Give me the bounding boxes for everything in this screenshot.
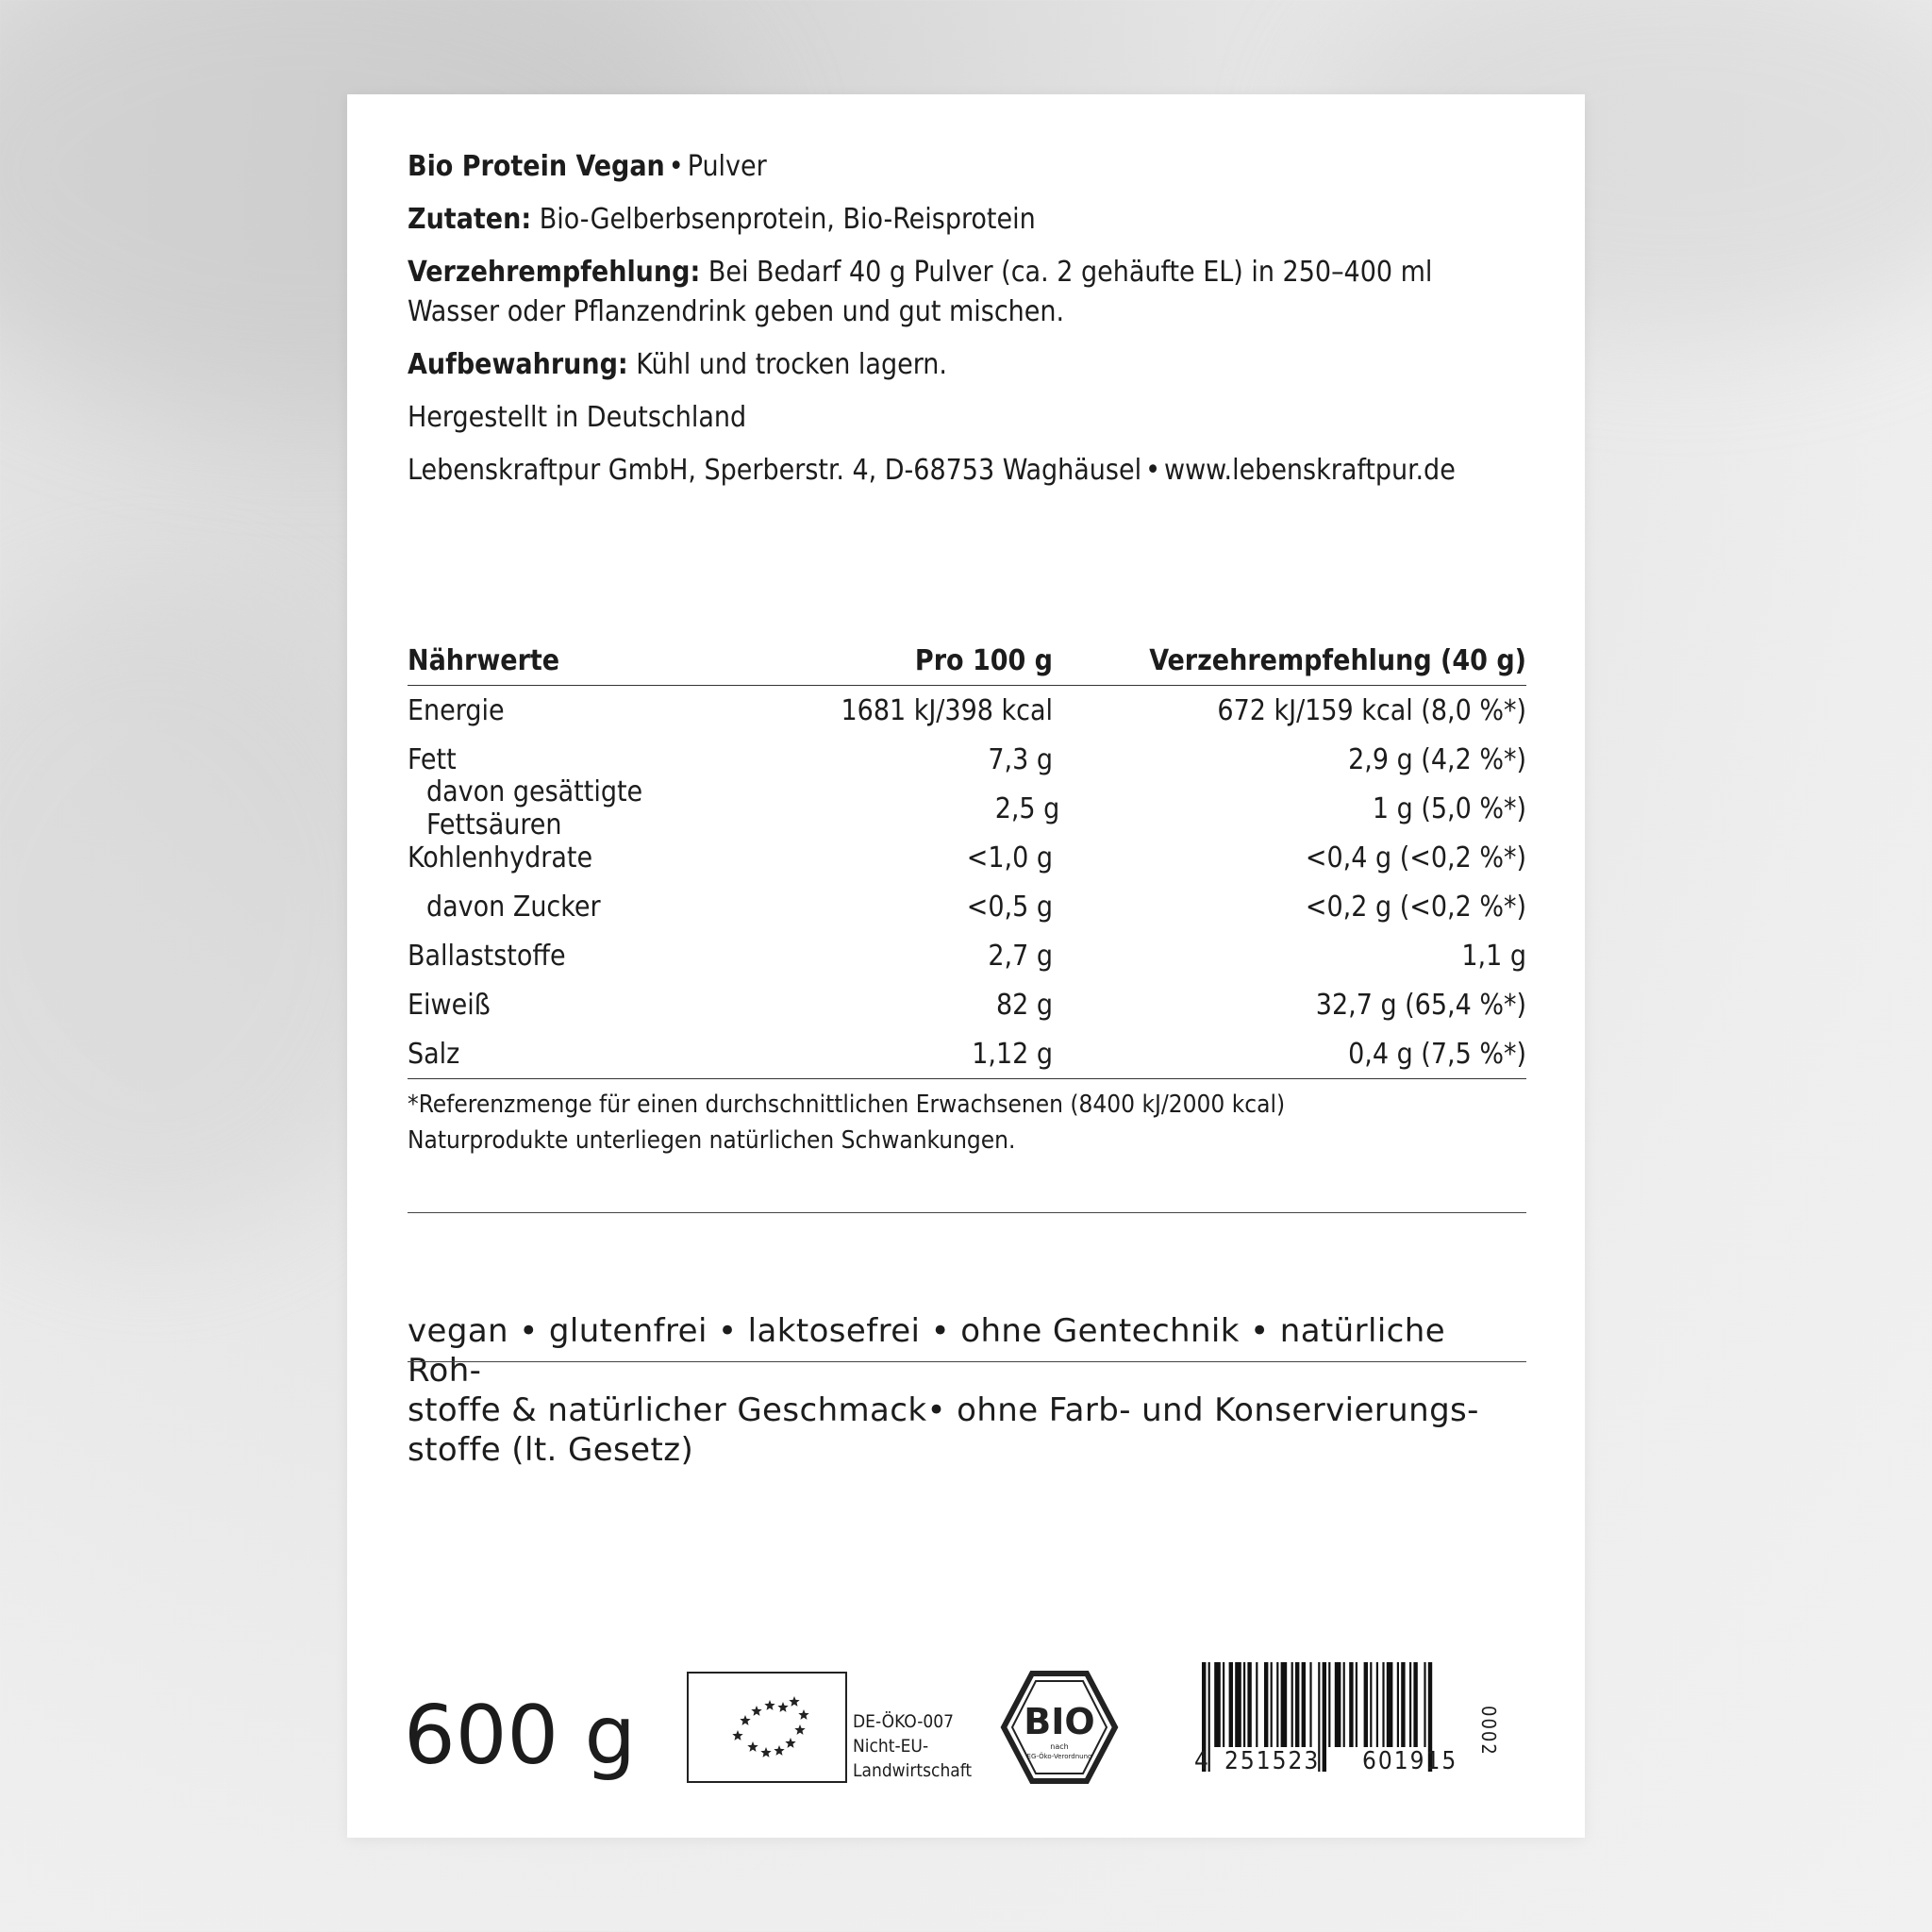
barcode-bar	[1264, 1662, 1268, 1747]
nutrient-per-100g: 1681 kJ/398 kcal	[841, 693, 1053, 727]
company-address: Lebenskraftpur GmbH, Sperberstr. 4, D-68753 Waghäusel	[408, 454, 1142, 487]
product-info	[408, 147, 1524, 504]
storage-label: Aufbewahrung:	[408, 348, 628, 381]
header-nutrients: Nährwerte	[408, 643, 560, 677]
nutrition-row-carbohydrates	[408, 833, 1526, 882]
nutrient-name: Fett	[408, 742, 457, 776]
header-per-serving: Verzehrempfehlung (40 g)	[1149, 643, 1526, 677]
barcode-bar	[1343, 1662, 1345, 1747]
barcode-addon-digits: 0002	[1477, 1706, 1500, 1757]
made-in-line: Hergestellt in Deutschland	[408, 401, 747, 434]
barcode-bar	[1382, 1662, 1384, 1747]
claims-line: stoffe (lt. Gesetz)	[408, 1431, 694, 1469]
nutrient-per-serving: 1 g (5,0 %*)	[1372, 791, 1526, 825]
barcode-bar	[1409, 1662, 1411, 1747]
barcode-digits-left: 251523	[1224, 1747, 1321, 1775]
nutrient-per-serving: 1,1 g	[1461, 939, 1526, 973]
website: www.lebenskraftpur.de	[1164, 454, 1456, 487]
barcode-bar	[1214, 1662, 1221, 1747]
barcode-bar	[1229, 1662, 1233, 1747]
nutrient-per-100g: 2,5 g	[994, 791, 1060, 825]
eu-star-icon	[777, 1702, 788, 1712]
divider-bottom	[408, 1361, 1526, 1362]
nutrient-name: Eiweiß	[408, 988, 491, 1022]
barcode-bar	[1208, 1662, 1210, 1772]
barcode-bar	[1328, 1662, 1330, 1747]
ingredients-label: Zutaten:	[408, 203, 532, 236]
eu-star-icon	[747, 1741, 758, 1752]
nutrition-row-salt	[408, 1029, 1526, 1079]
nutrient-name: davon Zucker	[426, 890, 601, 924]
nutrient-per-serving: <0,2 g (<0,2 %*)	[1305, 890, 1526, 924]
product-claims	[408, 1311, 1526, 1470]
barcode-bar	[1276, 1662, 1278, 1747]
variation-note: Naturprodukte unterliegen natürlichen Schwankungen.	[408, 1126, 1016, 1155]
net-weight: 600 g	[404, 1689, 637, 1783]
eu-leaf-stars-icon	[689, 1674, 845, 1781]
nutrient-per-100g: 2,7 g	[988, 939, 1053, 973]
nutrition-row-protein	[408, 980, 1526, 1029]
nutrition-table	[408, 636, 1526, 1158]
eu-star-icon	[751, 1706, 761, 1716]
eu-star-icon	[760, 1747, 771, 1757]
eu-star-icon	[798, 1709, 808, 1720]
ingredients-line	[408, 200, 1524, 240]
bio-seal-subtext: EG-Öko-Verordnung	[1026, 1753, 1092, 1760]
barcode-bar	[1356, 1662, 1357, 1747]
nutrient-name: Ballaststoffe	[408, 939, 566, 973]
dosage-line	[408, 253, 1524, 332]
barcode-bar	[1349, 1662, 1353, 1747]
product-title-line: Bio Protein Vegan • Pulver	[408, 150, 767, 183]
nutrient-per-serving: 672 kJ/159 kcal (8,0 %*)	[1217, 693, 1526, 727]
nutrient-per-100g: 82 g	[995, 988, 1053, 1022]
nutrient-per-serving: <0,4 g (<0,2 %*)	[1305, 841, 1526, 874]
eu-organic-logo	[687, 1672, 847, 1783]
nutrient-name: Salz	[408, 1037, 460, 1071]
nutrient-name: Kohlenhydrate	[408, 841, 593, 874]
nutrient-per-100g: <0,5 g	[966, 890, 1053, 924]
nutrient-per-100g: <1,0 g	[966, 841, 1053, 874]
nutrient-per-serving: 2,9 g (4,2 %*)	[1348, 742, 1526, 776]
eu-star-icon	[774, 1745, 784, 1756]
barcode-bar	[1323, 1662, 1326, 1772]
barcode-bar	[1281, 1662, 1288, 1747]
nutrition-row-energy	[408, 686, 1526, 735]
barcode-bar	[1309, 1662, 1311, 1747]
eu-star-icon	[740, 1715, 750, 1725]
bio-seal-icon	[998, 1666, 1121, 1789]
eu-star-icon	[764, 1700, 774, 1710]
product-form: Pulver	[687, 150, 767, 183]
barcode-bar	[1413, 1662, 1417, 1747]
nutrition-footnote	[408, 1087, 1526, 1158]
barcode-bar	[1291, 1662, 1293, 1747]
reference-note: *Referenzmenge für einen durchschnittlichen Erwachsenen (8400 kJ/2000 kcal)	[408, 1091, 1286, 1119]
barcode-bar	[1223, 1662, 1224, 1747]
barcode-bar	[1387, 1662, 1393, 1747]
eco-origin: Landwirtschaft	[853, 1760, 973, 1781]
barcode-bar	[1256, 1662, 1257, 1747]
dosage-text: Bei Bedarf 40 g Pulver (ca. 2 gehäufte EL) in 250–400 ml Wasser oder Pflanzendrink geben und gut mischen.	[408, 256, 1433, 328]
claims-line: stoffe & natürlicher Geschmack• ohne Farb- und Konservierungs-	[408, 1391, 1479, 1429]
divider-top	[408, 1212, 1526, 1213]
eu-organic-info	[853, 1709, 972, 1783]
barcode-bar	[1302, 1662, 1306, 1747]
eu-star-icon	[785, 1738, 795, 1748]
product-name: Bio Protein Vegan	[408, 150, 665, 183]
header-per-100g: Pro 100 g	[914, 643, 1053, 677]
nutrition-row-fiber	[408, 931, 1526, 980]
barcode-bar	[1243, 1662, 1245, 1747]
barcode-digits-right: 601915	[1362, 1747, 1458, 1775]
barcode-bar	[1401, 1662, 1405, 1747]
eco-origin: Nicht-EU-	[853, 1736, 929, 1757]
eu-star-icon	[794, 1724, 805, 1735]
claims-line: vegan • glutenfrei • laktosefrei • ohne Gentechnik • natürliche Roh-	[408, 1312, 1446, 1390]
company-line: Lebenskraftpur GmbH, Sperberstr. 4, D-68753 Waghäusel • www.lebenskraftpur.de	[408, 454, 1456, 487]
eu-star-icon	[789, 1696, 799, 1707]
barcode-bar	[1295, 1662, 1299, 1747]
bio-seal-text: BIO	[1024, 1701, 1095, 1742]
nutrient-per-serving: 32,7 g (65,4 %*)	[1315, 988, 1526, 1022]
storage-line	[408, 345, 1524, 385]
nutrient-per-serving: 0,4 g (7,5 %*)	[1348, 1037, 1526, 1071]
barcode-bar	[1247, 1662, 1251, 1747]
barcode-bar	[1424, 1662, 1425, 1747]
barcode-bar	[1235, 1662, 1241, 1747]
barcode-bar	[1271, 1662, 1273, 1747]
eu-star-icon	[732, 1730, 742, 1740]
storage-text: Kühl und trocken lagern.	[636, 348, 947, 381]
nutrient-name: Energie	[408, 693, 505, 727]
barcode-bar	[1364, 1662, 1368, 1747]
barcode-bar	[1397, 1662, 1399, 1747]
barcode-bar	[1376, 1662, 1378, 1747]
nutrition-header-row	[408, 636, 1526, 686]
nutrient-per-100g: 7,3 g	[988, 742, 1053, 776]
barcode-bar	[1335, 1662, 1341, 1747]
nutrient-per-100g: 1,12 g	[972, 1037, 1053, 1071]
ingredients-text: Bio-Gelberbsenprotein, Bio-Reisprotein	[539, 203, 1036, 236]
nutrition-row-saturated-fat	[408, 775, 1526, 841]
eco-control-code: DE-ÖKO-007	[853, 1711, 955, 1732]
nutrient-name: davon gesättigte Fettsäuren	[426, 775, 643, 841]
product-label	[347, 94, 1585, 1838]
barcode-digit: 4	[1194, 1747, 1208, 1775]
dosage-label: Verzehrempfehlung:	[408, 256, 701, 289]
bio-seal-subtext: nach	[1050, 1742, 1069, 1751]
barcode-bar	[1370, 1662, 1372, 1747]
nutrition-row-sugar	[408, 882, 1526, 931]
